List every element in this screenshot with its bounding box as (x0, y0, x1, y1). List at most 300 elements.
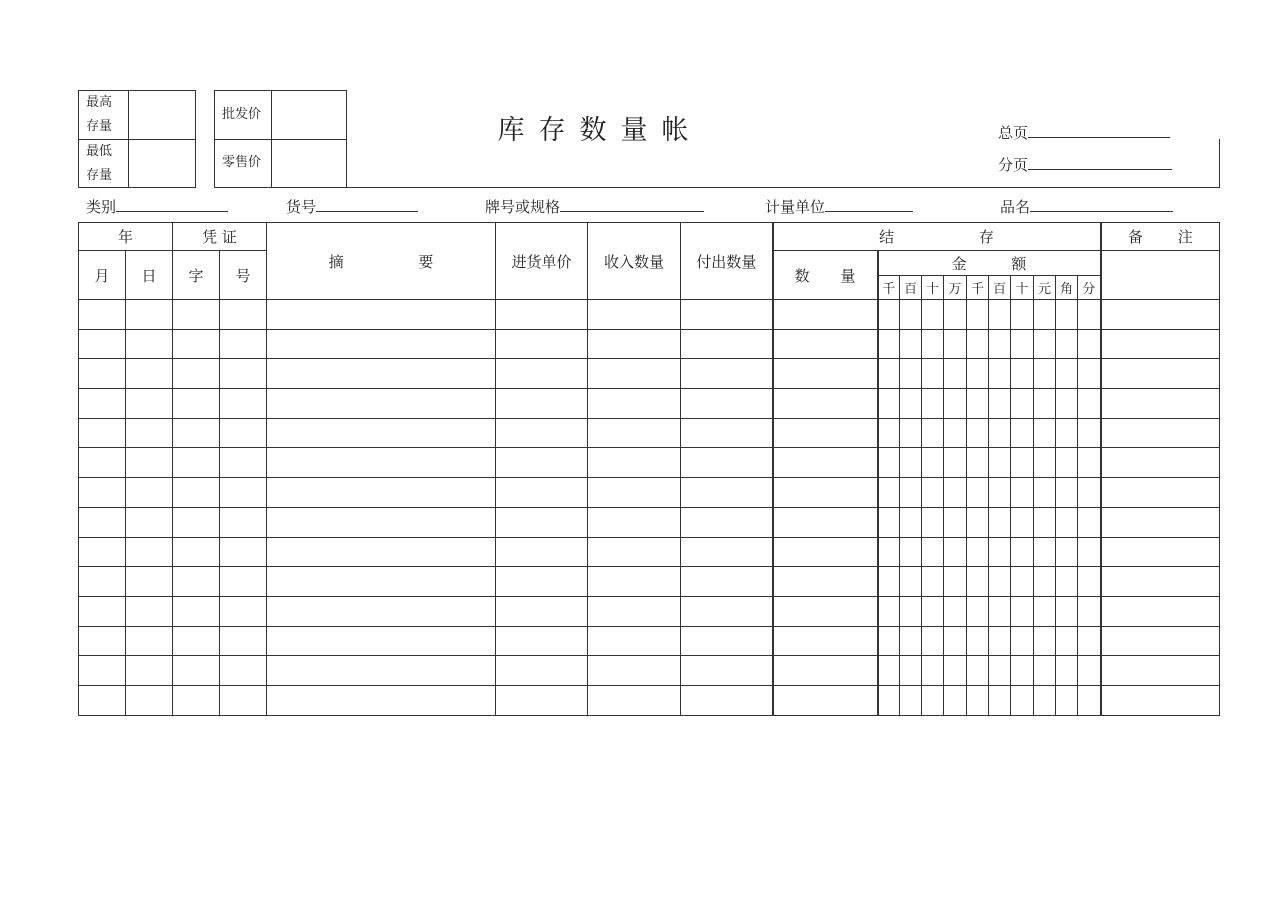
table-cell[interactable] (126, 685, 173, 715)
table-cell[interactable] (126, 359, 173, 389)
table-cell[interactable] (126, 448, 173, 478)
table-cell[interactable] (173, 656, 220, 686)
table-cell[interactable] (173, 507, 220, 537)
table-cell[interactable] (173, 300, 220, 330)
table-cell[interactable] (588, 448, 681, 478)
table-cell[interactable] (681, 389, 773, 419)
table-cell[interactable] (1078, 567, 1101, 597)
table-cell[interactable] (967, 389, 989, 419)
table-cell[interactable] (1101, 567, 1220, 597)
table-cell[interactable] (79, 359, 126, 389)
table-cell[interactable] (922, 418, 944, 448)
table-cell[interactable] (944, 685, 967, 715)
table-cell[interactable] (1101, 537, 1220, 567)
table-cell[interactable] (773, 626, 878, 656)
table-cell[interactable] (900, 418, 922, 448)
table-cell[interactable] (79, 626, 126, 656)
table-cell[interactable] (922, 656, 944, 686)
table-cell[interactable] (1056, 329, 1078, 359)
table-cell[interactable] (773, 389, 878, 419)
table-cell[interactable] (1101, 656, 1220, 686)
table-cell[interactable] (922, 537, 944, 567)
table-cell[interactable] (496, 507, 588, 537)
table-cell[interactable] (126, 418, 173, 448)
table-cell[interactable] (900, 626, 922, 656)
table-cell[interactable] (900, 596, 922, 626)
table-cell[interactable] (900, 389, 922, 419)
table-cell[interactable] (1078, 537, 1101, 567)
table-cell[interactable] (1078, 448, 1101, 478)
table-cell[interactable] (681, 300, 773, 330)
table-cell[interactable] (773, 418, 878, 448)
table-cell[interactable] (1011, 359, 1034, 389)
table-cell[interactable] (1034, 448, 1056, 478)
table-cell[interactable] (220, 300, 267, 330)
table-cell[interactable] (220, 448, 267, 478)
table-cell[interactable] (989, 329, 1011, 359)
table-cell[interactable] (79, 418, 126, 448)
table-cell[interactable] (126, 507, 173, 537)
table-cell[interactable] (173, 359, 220, 389)
table-cell[interactable] (588, 389, 681, 419)
table-cell[interactable] (900, 656, 922, 686)
table-cell[interactable] (126, 300, 173, 330)
table-cell[interactable] (173, 478, 220, 508)
table-cell[interactable] (944, 448, 967, 478)
table-cell[interactable] (1011, 478, 1034, 508)
table-cell[interactable] (878, 478, 900, 508)
table-cell[interactable] (989, 359, 1011, 389)
table-cell[interactable] (1034, 478, 1056, 508)
table-cell[interactable] (944, 300, 967, 330)
table-cell[interactable] (79, 567, 126, 597)
table-cell[interactable] (496, 329, 588, 359)
table-cell[interactable] (878, 507, 900, 537)
table-cell[interactable] (773, 656, 878, 686)
table-cell[interactable] (1101, 329, 1220, 359)
table-cell[interactable] (220, 567, 267, 597)
table-cell[interactable] (173, 537, 220, 567)
table-cell[interactable] (1011, 418, 1034, 448)
table-cell[interactable] (220, 656, 267, 686)
product-name-input[interactable] (1030, 195, 1173, 212)
table-row (79, 596, 1220, 626)
table-cell[interactable] (878, 418, 900, 448)
remarks-header-cell (1101, 251, 1220, 300)
table-cell[interactable] (967, 626, 989, 656)
table-cell[interactable] (267, 329, 496, 359)
min-stock-value-cell[interactable] (129, 140, 195, 187)
table-cell[interactable] (922, 448, 944, 478)
table-cell[interactable] (173, 685, 220, 715)
table-cell[interactable] (967, 537, 989, 567)
table-cell[interactable] (588, 418, 681, 448)
table-cell[interactable] (220, 389, 267, 419)
table-cell[interactable] (1056, 567, 1078, 597)
max-stock-value-cell[interactable] (129, 91, 195, 138)
table-cell[interactable] (1101, 389, 1220, 419)
table-cell[interactable] (989, 656, 1011, 686)
table-cell[interactable] (967, 567, 989, 597)
table-cell[interactable] (1101, 626, 1220, 656)
table-cell[interactable] (1011, 596, 1034, 626)
table-cell[interactable] (944, 478, 967, 508)
table-cell[interactable] (681, 329, 773, 359)
brand-spec-input[interactable] (560, 195, 704, 212)
table-cell[interactable] (1034, 329, 1056, 359)
table-cell[interactable] (496, 418, 588, 448)
table-cell[interactable] (1101, 418, 1220, 448)
table-cell[interactable] (588, 300, 681, 330)
table-cell[interactable] (681, 626, 773, 656)
table-cell[interactable] (967, 507, 989, 537)
table-cell[interactable] (878, 448, 900, 478)
table-cell[interactable] (220, 507, 267, 537)
table-cell[interactable] (1056, 507, 1078, 537)
category-input[interactable] (116, 195, 228, 212)
digit-unit-header: 千 (878, 276, 900, 300)
table-cell[interactable] (173, 448, 220, 478)
table-cell[interactable] (681, 418, 773, 448)
table-cell[interactable] (989, 418, 1011, 448)
table-cell[interactable] (989, 537, 1011, 567)
table-cell[interactable] (773, 567, 878, 597)
table-cell[interactable] (989, 478, 1011, 508)
table-cell[interactable] (79, 656, 126, 686)
table-cell[interactable] (1011, 537, 1034, 567)
table-cell[interactable] (79, 329, 126, 359)
table-cell[interactable] (967, 656, 989, 686)
table-cell[interactable] (1034, 389, 1056, 419)
table-cell[interactable] (1078, 685, 1101, 715)
table-cell[interactable] (588, 567, 681, 597)
table-cell[interactable] (267, 656, 496, 686)
table-cell[interactable] (1056, 359, 1078, 389)
table-cell[interactable] (588, 478, 681, 508)
table-cell[interactable] (173, 389, 220, 419)
table-cell[interactable] (922, 329, 944, 359)
table-cell[interactable] (79, 596, 126, 626)
table-cell[interactable] (1056, 685, 1078, 715)
table-cell[interactable] (1034, 596, 1056, 626)
table-cell[interactable] (79, 300, 126, 330)
table-cell[interactable] (496, 596, 588, 626)
table-cell[interactable] (1056, 418, 1078, 448)
table-cell[interactable] (173, 567, 220, 597)
table-cell[interactable] (773, 507, 878, 537)
table-cell[interactable] (967, 685, 989, 715)
table-cell[interactable] (878, 656, 900, 686)
table-cell[interactable] (900, 448, 922, 478)
table-cell[interactable] (1101, 359, 1220, 389)
table-cell[interactable] (681, 596, 773, 626)
table-cell[interactable] (944, 418, 967, 448)
total-page-input[interactable] (1028, 121, 1170, 138)
table-cell[interactable] (267, 478, 496, 508)
table-cell[interactable] (588, 537, 681, 567)
table-cell[interactable] (126, 478, 173, 508)
table-cell[interactable] (967, 329, 989, 359)
table-cell[interactable] (496, 626, 588, 656)
table-cell[interactable] (1034, 300, 1056, 330)
table-cell[interactable] (79, 537, 126, 567)
table-cell[interactable] (773, 300, 878, 330)
table-cell[interactable] (1034, 685, 1056, 715)
table-cell[interactable] (922, 596, 944, 626)
table-cell[interactable] (1078, 300, 1101, 330)
table-cell[interactable] (588, 656, 681, 686)
table-cell[interactable] (967, 300, 989, 330)
table-cell[interactable] (681, 567, 773, 597)
table-cell[interactable] (1034, 537, 1056, 567)
table-cell[interactable] (1056, 626, 1078, 656)
table-cell[interactable] (1101, 448, 1220, 478)
table-cell[interactable] (1056, 478, 1078, 508)
table-cell[interactable] (1056, 656, 1078, 686)
table-cell[interactable] (126, 389, 173, 419)
table-cell[interactable] (967, 596, 989, 626)
table-cell[interactable] (1034, 507, 1056, 537)
table-cell[interactable] (773, 537, 878, 567)
table-cell[interactable] (967, 418, 989, 448)
table-row (79, 300, 1220, 330)
table-cell[interactable] (220, 596, 267, 626)
table-cell[interactable] (1011, 656, 1034, 686)
table-cell[interactable] (267, 685, 496, 715)
table-cell[interactable] (496, 567, 588, 597)
table-cell[interactable] (944, 329, 967, 359)
table-cell[interactable] (496, 537, 588, 567)
table-cell[interactable] (967, 448, 989, 478)
table-cell[interactable] (79, 389, 126, 419)
table-cell[interactable] (1101, 478, 1220, 508)
table-cell[interactable] (1011, 507, 1034, 537)
table-cell[interactable] (126, 626, 173, 656)
table-cell[interactable] (1034, 359, 1056, 389)
table-cell[interactable] (900, 567, 922, 597)
table-cell[interactable] (79, 448, 126, 478)
table-cell[interactable] (220, 418, 267, 448)
table-cell[interactable] (681, 507, 773, 537)
table-cell[interactable] (922, 478, 944, 508)
table-cell[interactable] (126, 596, 173, 626)
table-cell[interactable] (267, 507, 496, 537)
table-cell[interactable] (267, 537, 496, 567)
table-cell[interactable] (900, 507, 922, 537)
table-cell[interactable] (173, 329, 220, 359)
table-cell[interactable] (1011, 300, 1034, 330)
table-cell[interactable] (496, 478, 588, 508)
table-cell[interactable] (1078, 418, 1101, 448)
table-cell[interactable] (967, 478, 989, 508)
table-cell[interactable] (496, 300, 588, 330)
table-cell[interactable] (588, 626, 681, 656)
table-cell[interactable] (79, 507, 126, 537)
table-cell[interactable] (1078, 507, 1101, 537)
table-cell[interactable] (1011, 448, 1034, 478)
table-cell[interactable] (989, 507, 1011, 537)
table-cell[interactable] (944, 537, 967, 567)
sub-page-input[interactable] (1028, 153, 1172, 170)
table-cell[interactable] (967, 359, 989, 389)
table-cell[interactable] (989, 389, 1011, 419)
table-cell[interactable] (681, 359, 773, 389)
table-cell[interactable] (944, 507, 967, 537)
table-cell[interactable] (900, 685, 922, 715)
table-cell[interactable] (1056, 448, 1078, 478)
table-cell[interactable] (1056, 389, 1078, 419)
table-cell[interactable] (1078, 329, 1101, 359)
digit-unit-header: 百 (989, 276, 1011, 300)
table-cell[interactable] (681, 448, 773, 478)
table-cell[interactable] (944, 626, 967, 656)
table-cell[interactable] (496, 389, 588, 419)
table-cell[interactable] (220, 359, 267, 389)
table-cell[interactable] (1101, 507, 1220, 537)
table-cell[interactable] (878, 300, 900, 330)
table-cell[interactable] (773, 359, 878, 389)
item-no-input[interactable] (316, 195, 418, 212)
table-cell[interactable] (220, 478, 267, 508)
table-cell[interactable] (878, 685, 900, 715)
table-cell[interactable] (79, 685, 126, 715)
table-cell[interactable] (267, 567, 496, 597)
wholesale-price-value-cell[interactable] (272, 91, 346, 138)
table-cell[interactable] (878, 329, 900, 359)
table-cell[interactable] (900, 359, 922, 389)
table-cell[interactable] (1078, 359, 1101, 389)
table-cell[interactable] (900, 478, 922, 508)
table-cell[interactable] (878, 359, 900, 389)
table-cell[interactable] (900, 537, 922, 567)
table-cell[interactable] (588, 359, 681, 389)
table-cell[interactable] (922, 507, 944, 537)
table-cell[interactable] (1101, 685, 1220, 715)
table-cell[interactable] (1011, 685, 1034, 715)
table-cell[interactable] (1101, 300, 1220, 330)
table-cell[interactable] (681, 685, 773, 715)
table-cell[interactable] (1011, 389, 1034, 419)
table-cell[interactable] (126, 656, 173, 686)
table-cell[interactable] (1078, 389, 1101, 419)
table-cell[interactable] (1078, 478, 1101, 508)
table-cell[interactable] (267, 389, 496, 419)
table-cell[interactable] (922, 359, 944, 389)
table-cell[interactable] (681, 537, 773, 567)
table-cell[interactable] (496, 359, 588, 389)
table-cell[interactable] (173, 418, 220, 448)
table-cell[interactable] (220, 329, 267, 359)
table-cell[interactable] (1078, 596, 1101, 626)
table-cell[interactable] (496, 656, 588, 686)
table-cell[interactable] (944, 596, 967, 626)
table-cell[interactable] (878, 567, 900, 597)
table-cell[interactable] (922, 389, 944, 419)
table-cell[interactable] (1034, 656, 1056, 686)
table-cell[interactable] (922, 567, 944, 597)
table-cell[interactable] (989, 448, 1011, 478)
table-cell[interactable] (681, 656, 773, 686)
table-cell[interactable] (1011, 329, 1034, 359)
table-cell[interactable] (267, 300, 496, 330)
table-cell[interactable] (267, 448, 496, 478)
table-cell[interactable] (989, 567, 1011, 597)
table-cell[interactable] (126, 537, 173, 567)
table-cell[interactable] (1078, 626, 1101, 656)
table-cell[interactable] (267, 359, 496, 389)
table-cell[interactable] (944, 567, 967, 597)
table-cell[interactable] (220, 685, 267, 715)
table-cell[interactable] (1011, 626, 1034, 656)
table-cell[interactable] (773, 329, 878, 359)
table-cell[interactable] (496, 448, 588, 478)
table-cell[interactable] (681, 478, 773, 508)
table-cell[interactable] (1011, 567, 1034, 597)
table-cell[interactable] (1056, 537, 1078, 567)
table-cell[interactable] (989, 626, 1011, 656)
table-cell[interactable] (1034, 567, 1056, 597)
table-cell[interactable] (267, 626, 496, 656)
table-cell[interactable] (773, 685, 878, 715)
table-cell[interactable] (79, 478, 126, 508)
table-cell[interactable] (1078, 656, 1101, 686)
table-cell[interactable] (989, 596, 1011, 626)
table-cell[interactable] (900, 329, 922, 359)
income-qty-header: 收入数量 (588, 223, 681, 300)
table-cell[interactable] (126, 567, 173, 597)
table-cell[interactable] (773, 596, 878, 626)
table-row (79, 448, 1220, 478)
table-cell[interactable] (878, 626, 900, 656)
table-cell[interactable] (878, 537, 900, 567)
retail-price-value-cell[interactable] (272, 140, 346, 187)
table-cell[interactable] (220, 537, 267, 567)
table-cell[interactable] (944, 389, 967, 419)
table-cell[interactable] (1056, 300, 1078, 330)
table-cell[interactable] (922, 300, 944, 330)
table-cell[interactable] (496, 685, 588, 715)
table-cell[interactable] (220, 626, 267, 656)
table-cell[interactable] (173, 626, 220, 656)
table-cell[interactable] (878, 596, 900, 626)
table-cell[interactable] (267, 418, 496, 448)
table-cell[interactable] (588, 685, 681, 715)
table-cell[interactable] (944, 359, 967, 389)
table-cell[interactable] (878, 389, 900, 419)
table-cell[interactable] (989, 685, 1011, 715)
table-cell[interactable] (773, 478, 878, 508)
table-cell[interactable] (900, 300, 922, 330)
header-bottom-line (347, 187, 1220, 188)
table-cell[interactable] (126, 329, 173, 359)
unit-input[interactable] (825, 195, 913, 212)
table-cell[interactable] (267, 596, 496, 626)
table-cell[interactable] (922, 626, 944, 656)
table-cell[interactable] (588, 329, 681, 359)
table-cell[interactable] (588, 596, 681, 626)
table-cell[interactable] (1056, 596, 1078, 626)
table-cell[interactable] (1034, 418, 1056, 448)
table-cell[interactable] (989, 300, 1011, 330)
table-cell[interactable] (173, 596, 220, 626)
table-cell[interactable] (922, 685, 944, 715)
table-cell[interactable] (588, 507, 681, 537)
table-cell[interactable] (944, 656, 967, 686)
table-cell[interactable] (1034, 626, 1056, 656)
table-row (79, 626, 1220, 656)
table-cell[interactable] (1101, 596, 1220, 626)
table-cell[interactable] (773, 448, 878, 478)
